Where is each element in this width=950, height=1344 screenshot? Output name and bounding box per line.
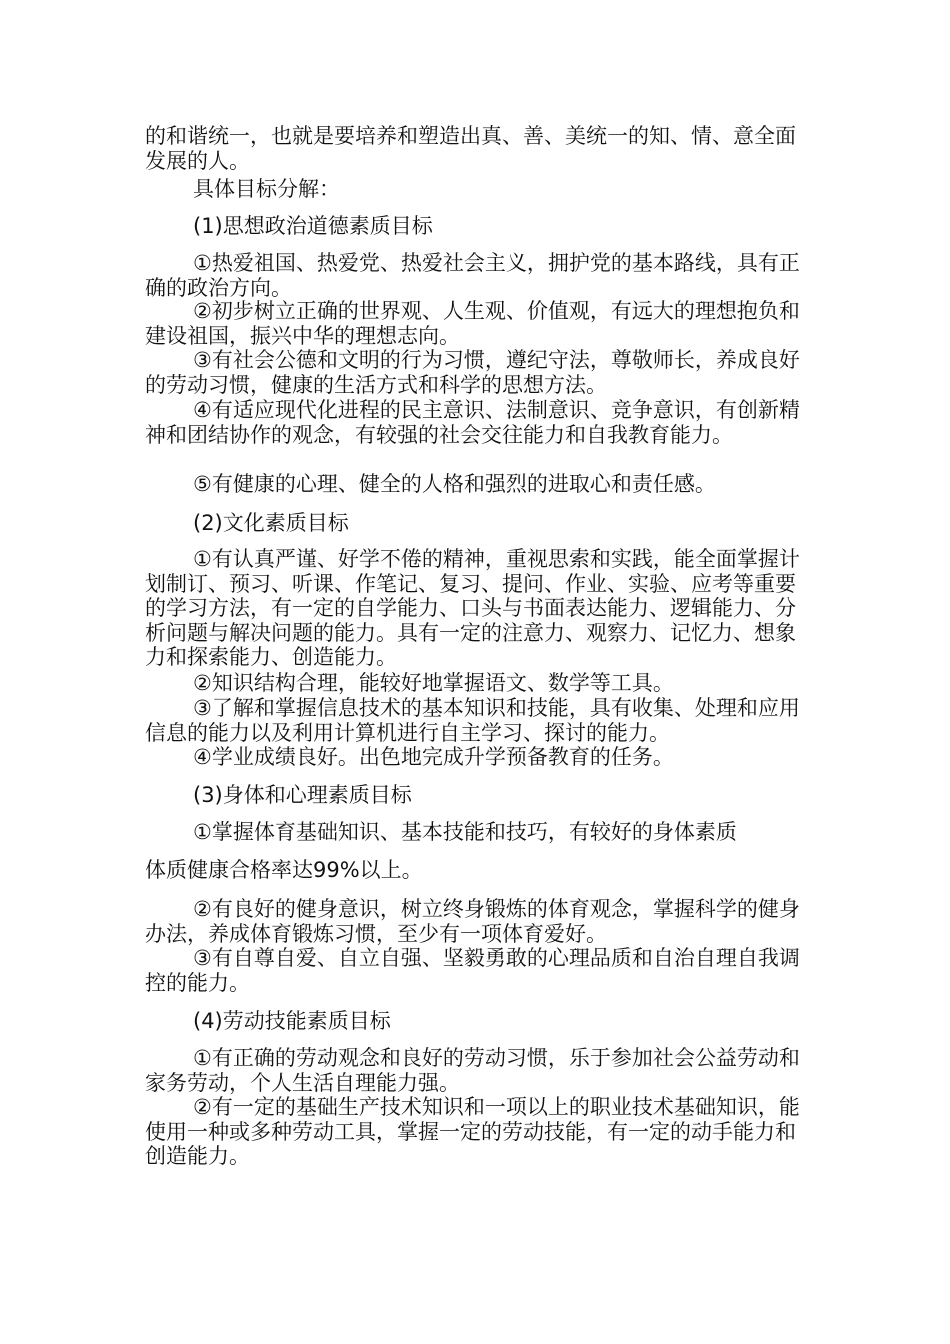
heading-labor-skills: (4)劳动技能素质目标 — [193, 1009, 391, 1033]
heading-physical-mental: (3)身体和心理素质目标 — [193, 783, 412, 807]
paragraph-cultural-1: ①有认真严谨、好学不倦的精神，重视思索和实践，能全面掌握计划制订、预习、听课、作笔记、复习、提问、作业、实验、应考等重要的学习方法，有一定的自学能力、口头与书面表达能力、逻辑能力、分析问题与解决问题的能力。具有一定的注意力、观察力、记忆力、想象力和探索能力、创造能力。 — [145, 547, 800, 669]
heading-cultural-quality: (2)文化素质目标 — [193, 511, 349, 535]
paragraph-moral-4: ④有适应现代化进程的民主意识、法制意识、竞争意识，有创新精神和团结协作的观念，有较强的社会交往能力和自我教育能力。 — [145, 398, 800, 447]
paragraph-moral-3: ③有社会公德和文明的行为习惯，遵纪守法，尊敬师长，养成良好的劳动习惯，健康的生活方式和科学的思想方法。 — [145, 348, 800, 397]
paragraph-physical-3: ③有自尊自爱、自立自强、坚毅勇敢的心理品质和自治自理自我调控的能力。 — [145, 946, 800, 995]
paragraph-physical-2: ②有良好的健身意识，树立终身锻炼的体育观念，掌握科学的健身办法，养成体育锻炼习惯，至少有一项体育爱好。 — [145, 897, 800, 946]
paragraph-goal-breakdown: 具体目标分解： — [193, 177, 340, 201]
paragraph-labor-1: ①有正确的劳动观念和良好的劳动习惯，乐于参加社会公益劳动和家务劳动，个人生活自理能力强。 — [145, 1046, 800, 1095]
paragraph-cultural-3: ③了解和掌握信息技术的基本知识和技能，具有收集、处理和应用信息的能力以及利用计算机进行自主学习、探讨的能力。 — [145, 696, 800, 745]
paragraph-moral-1: ①热爱祖国、热爱党、热爱社会主义，拥护党的基本路线，具有正确的政治方向。 — [145, 251, 800, 300]
heading-moral-quality: (1)思想政治道德素质目标 — [193, 214, 433, 238]
paragraph-moral-2: ②初步树立正确的世界观、人生观、价值观，有远大的理想抱负和建设祖国，振兴中华的理想志向。 — [145, 299, 800, 348]
paragraph-intro: 的和谐统一，也就是要培养和塑造出真、善、美统一的知、情、意全面发展的人。 — [145, 124, 796, 173]
paragraph-physical-1: ①掌握体育基础知识、基本技能和技巧，有较好的身体素质 — [193, 820, 737, 844]
paragraph-labor-2: ②有一定的基础生产技术知识和一项以上的职业技术基础知识，能使用一种或多种劳动工具，掌握一定的劳动技能，有一定的动手能力和创造能力。 — [145, 1095, 800, 1168]
paragraph-cultural-2: ②知识结构合理，能较好地掌握语文、数学等工具。 — [193, 671, 674, 695]
paragraph-moral-5: ⑤有健康的心理、健全的人格和强烈的进取心和责任感。 — [193, 472, 716, 496]
paragraph-cultural-4: ④学业成绩良好。出色地完成升学预备教育的任务。 — [193, 745, 674, 769]
paragraph-physical-health-rate: 体质健康合格率达99%以上。 — [145, 858, 423, 882]
